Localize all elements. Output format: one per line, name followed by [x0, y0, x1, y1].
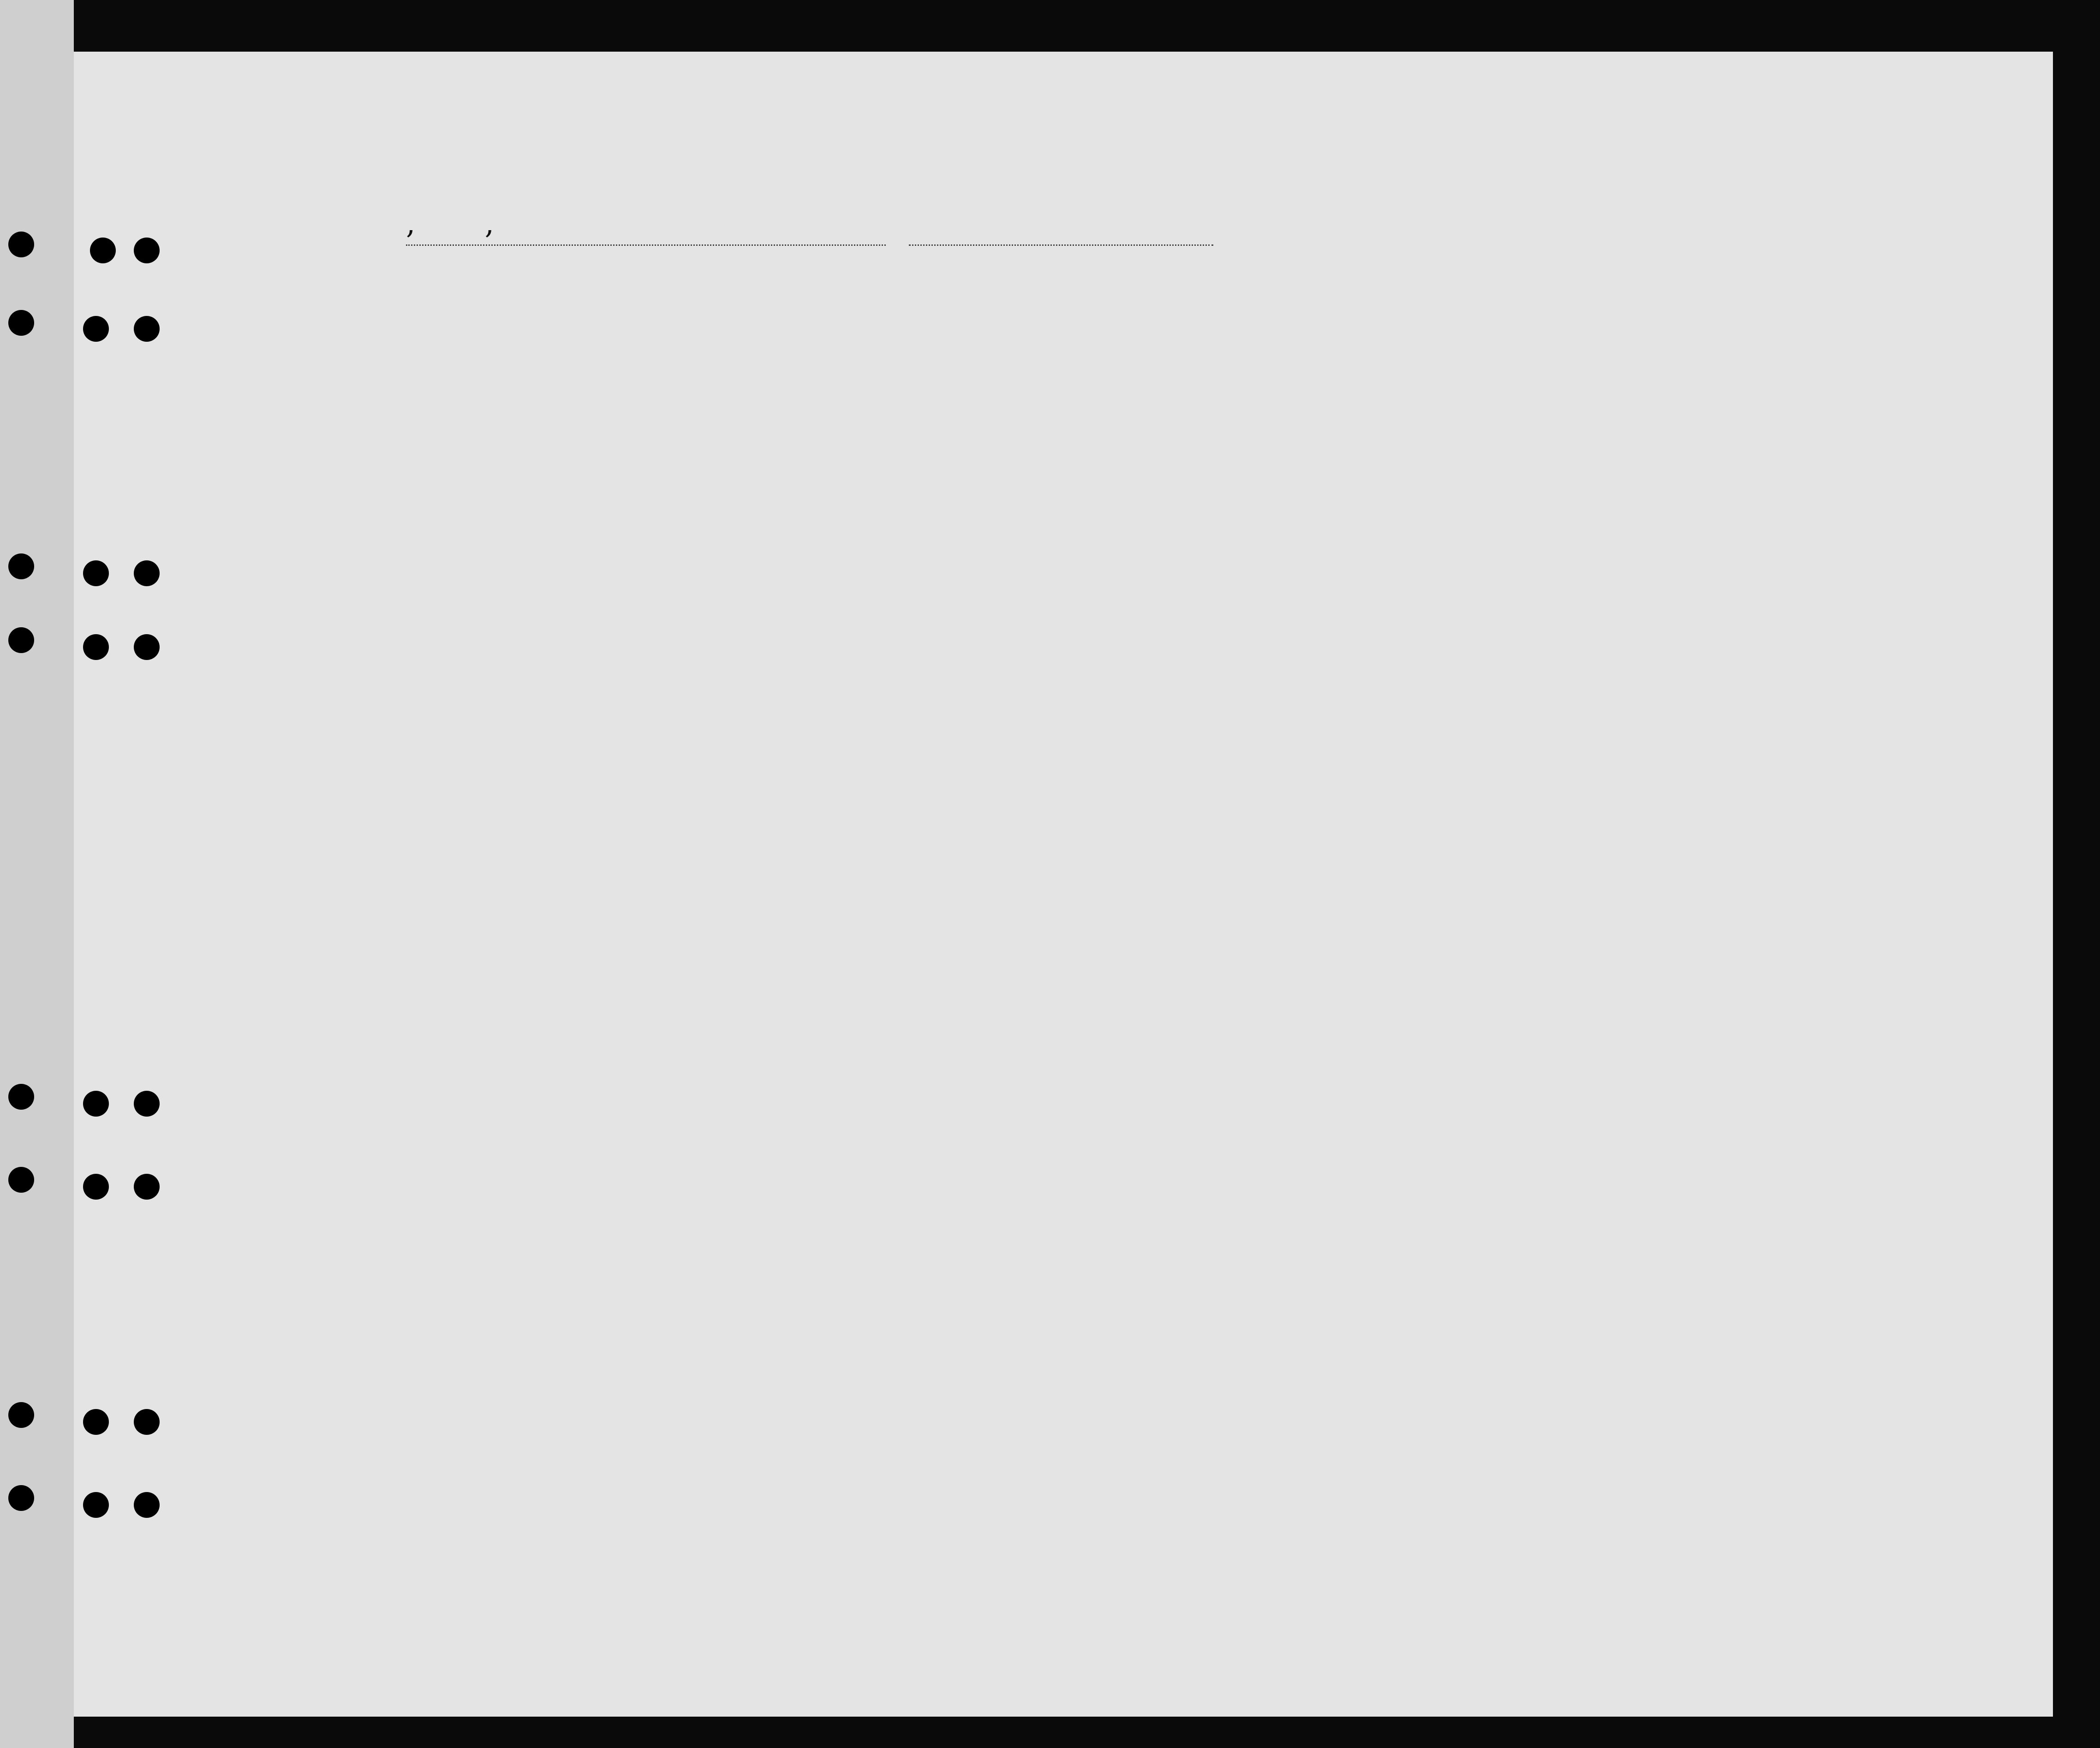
- header-c24a: [1153, 321, 1190, 427]
- header-c24c: [1262, 321, 1294, 427]
- header-c28: [1389, 304, 1435, 424]
- header-c29: [1432, 304, 1460, 424]
- header-c25: [1299, 304, 1326, 424]
- header-c27: [1356, 304, 1375, 424]
- header-c21: [748, 300, 776, 420]
- header-c24b: [1204, 321, 1236, 427]
- header-c19: [616, 300, 648, 420]
- arrival-line: , ,: [406, 207, 495, 241]
- header-c33-inches: [1652, 392, 1670, 429]
- header-c33-feet: [1631, 397, 1649, 424]
- header-c30: [1474, 304, 1502, 424]
- header-c26: [1331, 304, 1349, 424]
